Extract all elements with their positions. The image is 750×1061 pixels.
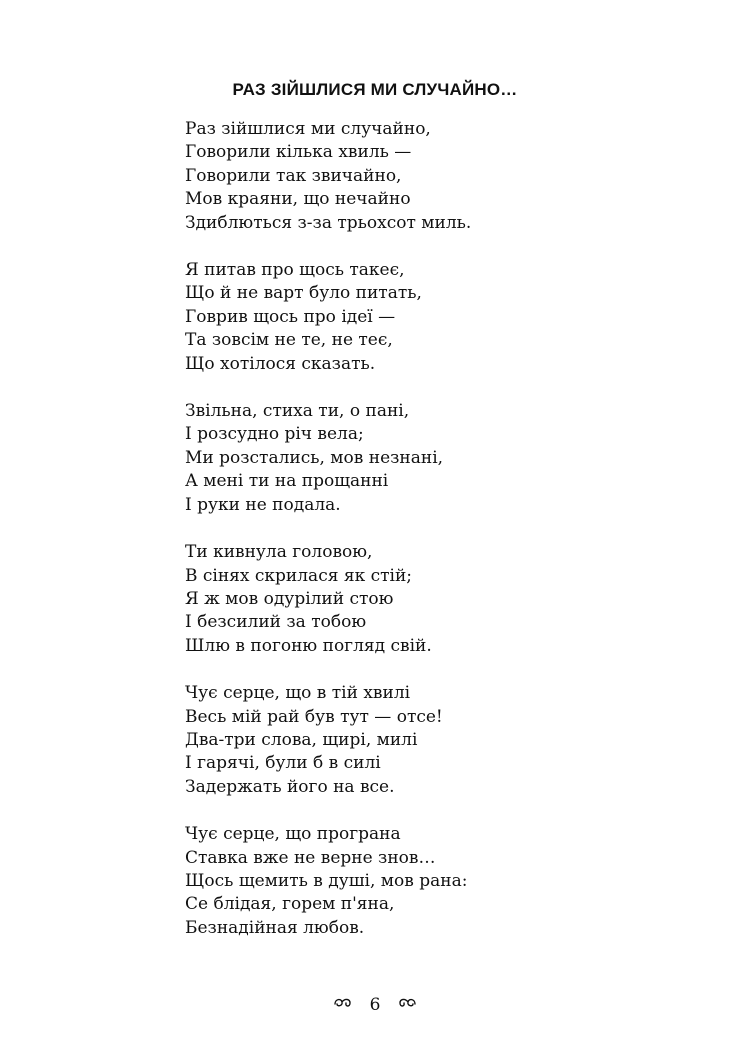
poem-line: І гарячі, були б в силі xyxy=(185,753,381,774)
page-number: 6 xyxy=(369,994,381,1015)
poem-line: А мені ти на прощанні xyxy=(185,471,389,492)
poem-line: Задержать його на все. xyxy=(185,776,395,797)
poem-line: Звільна, стиха ти, о пані, xyxy=(185,401,410,422)
poem-line: Чує серце, що в тій хвилі xyxy=(185,683,411,704)
stanza-4 xyxy=(185,541,665,658)
poem-line: Се блідая, горем п'яна, xyxy=(185,894,395,915)
poem-line: Говорили так звичайно, xyxy=(185,165,402,186)
poem-line: І розсудно річ вела; xyxy=(185,424,364,445)
poem-line: Я ж мов одурілий стою xyxy=(185,588,394,609)
poem-line: І руки не подала. xyxy=(185,494,341,515)
stanza-3 xyxy=(185,400,665,517)
poem-line: Що й не варт було питать, xyxy=(185,283,422,304)
poem-line: В сінях скрилася як стій; xyxy=(185,565,413,586)
poem-line: Я питав про щось такеє, xyxy=(185,260,405,281)
poem-line: Чує серце, що програна xyxy=(185,824,401,845)
page-title: РАЗ ЗІЙШЛИСЯ МИ СЛУЧАЙНО… xyxy=(232,80,518,99)
poem-line: І безсилий за тобою xyxy=(185,612,367,633)
poem-line: Говрив щось про ідеї — xyxy=(185,306,396,327)
poem-line: Та зовсім не те, не теє, xyxy=(185,330,393,351)
poem-line: Здиблються з-за трьохсот миль. xyxy=(185,212,472,233)
poem-line: Говорили кілька хвиль — xyxy=(185,142,412,163)
ornament-left-icon xyxy=(332,996,354,1014)
poem-line: Ставка вже не верне знов… xyxy=(185,847,436,868)
poem-line: Два-три слова, щирі, милі xyxy=(185,729,418,750)
poem-line: Раз зійшлися ми случайно, xyxy=(185,119,431,139)
stanza-6 xyxy=(185,823,665,940)
poem-line: Ми розстались, мов незнані, xyxy=(185,447,444,468)
page-footer xyxy=(0,994,750,1015)
poem-line: Шлю в погоню погляд свій. xyxy=(185,635,432,656)
ornament-right-icon xyxy=(396,996,418,1014)
poem-line: Що хотілося сказать. xyxy=(185,353,376,374)
stanza-5 xyxy=(185,682,665,799)
poem-line: Ти кивнула головою, xyxy=(185,542,373,563)
poem-line: Весь мій рай був тут — отсе! xyxy=(185,706,443,727)
poem-body xyxy=(185,118,665,964)
stanza-1 xyxy=(185,118,665,235)
poem-line: Щось щемить в душі, мов рана: xyxy=(185,870,468,891)
stanza-2 xyxy=(185,259,665,376)
poem-line: Безнадійная любов. xyxy=(185,917,365,938)
poem-line: Мов краяни, що нечайно xyxy=(185,189,411,210)
